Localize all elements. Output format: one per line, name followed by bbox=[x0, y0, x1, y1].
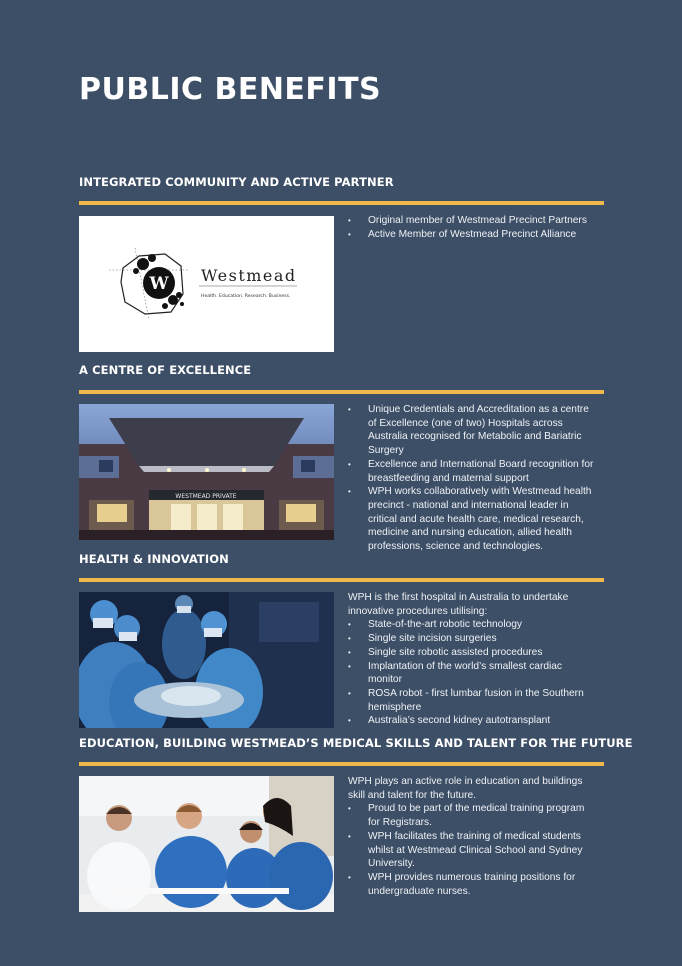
section-intro: WPH plays an active role in education and buildings skill and talent for the future. bbox=[348, 776, 583, 801]
list-item: • Unique Credentials and Accreditation as a centre of Excellence (one of two) Hospitals across Australia recognised for Metabolic and Bariatric Surgery bbox=[368, 403, 598, 458]
list-item: • Single site robotic assisted procedures bbox=[368, 646, 598, 660]
section-education bbox=[79, 736, 633, 916]
section-heading: HEALTH & INNOVATION bbox=[79, 552, 229, 566]
section-intro: WPH is the first hospital in Australia to undertake innovative procedures utilising: bbox=[348, 592, 569, 617]
list-item: • Proud to be part of the medical training program for Registrars. bbox=[368, 802, 598, 829]
section-divider bbox=[79, 578, 604, 582]
list-item: • Active Member of Westmead Precinct Alliance bbox=[368, 228, 598, 242]
list-item: • Australia’s second kidney autotransplant bbox=[368, 714, 598, 728]
section-divider bbox=[79, 762, 604, 766]
westmead-logo-image bbox=[79, 216, 334, 352]
list-item: • Implantation of the world’s smallest cardiac monitor bbox=[368, 660, 598, 687]
section-divider bbox=[79, 201, 604, 205]
section-text bbox=[348, 214, 598, 241]
hospital-sign: WESTMEAD PRIVATE bbox=[175, 493, 237, 500]
section-divider bbox=[79, 390, 604, 394]
section-heading: A CENTRE OF EXCELLENCE bbox=[79, 363, 252, 377]
list-item: • Original member of Westmead Precinct Partners bbox=[368, 214, 598, 228]
hospital-entrance-photo bbox=[79, 404, 334, 540]
list-item: • Excellence and International Board recognition for breastfeeding and maternal support bbox=[368, 458, 598, 485]
list-item: • WPH works collaboratively with Westmead health precinct - national and international leader in critical and acute health care, medical research, medicine and nursing education, allied health professions, science and technologies. bbox=[368, 485, 598, 554]
list-item: • State-of-the-art robotic technology bbox=[368, 618, 598, 632]
medical-students-photo bbox=[79, 776, 334, 912]
bullet-list bbox=[348, 802, 598, 898]
list-item: • Single site incision surgeries bbox=[368, 632, 598, 646]
section-health-innovation bbox=[79, 552, 604, 732]
list-item: • ROSA robot - first lumbar fusion in the Southern hemisphere bbox=[368, 687, 598, 714]
section-centre-of-excellence bbox=[79, 363, 604, 553]
section-integrated-community bbox=[79, 175, 604, 355]
list-item: • WPH facilitates the training of medical students whilst at Westmead Clinical School and Sydney University. bbox=[368, 830, 598, 871]
page-title: PUBLIC BENEFITS bbox=[79, 72, 382, 107]
section-heading: EDUCATION, BUILDING WESTMEAD’S MEDICAL SKILLS AND TALENT FOR THE FUTURE bbox=[79, 736, 633, 750]
logo-letter: W bbox=[149, 274, 169, 294]
section-text bbox=[348, 403, 598, 554]
section-heading: INTEGRATED COMMUNITY AND ACTIVE PARTNER bbox=[79, 175, 394, 189]
bullet-list bbox=[348, 618, 598, 728]
logo-name: Westmead bbox=[201, 266, 297, 285]
bullet-list bbox=[348, 403, 598, 554]
section-text bbox=[348, 775, 598, 898]
bullet-list bbox=[348, 214, 598, 241]
list-item: • WPH provides numerous training positions for undergraduate nurses. bbox=[368, 871, 598, 898]
surgery-photo bbox=[79, 592, 334, 728]
section-text bbox=[348, 591, 598, 728]
logo-tagline: Health. Education. Research. Business. bbox=[201, 294, 291, 299]
